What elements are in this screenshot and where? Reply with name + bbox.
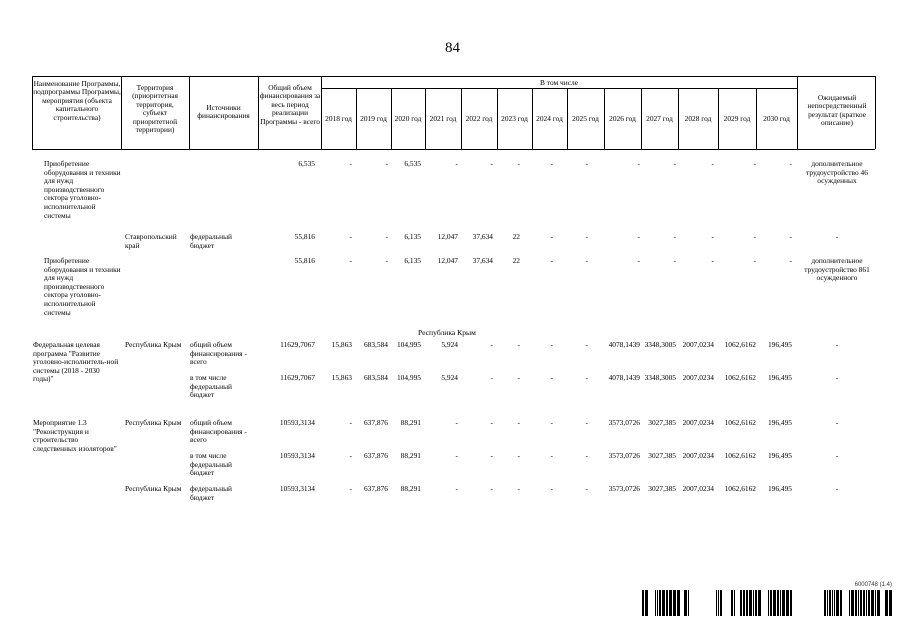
row-value: 88,291 bbox=[400, 484, 421, 493]
row-value: 1062,6162 bbox=[724, 340, 756, 349]
row-result: - bbox=[835, 232, 839, 241]
row-value: 88,291 bbox=[400, 418, 421, 427]
row-value: 15,863 bbox=[331, 340, 352, 349]
row-value: - bbox=[637, 159, 640, 168]
row-result: - bbox=[835, 484, 839, 493]
row-value: - bbox=[753, 256, 756, 265]
row-value: 2007,0234 bbox=[682, 340, 714, 349]
row-value: - bbox=[455, 451, 458, 460]
row-value: - bbox=[385, 159, 388, 168]
header-result: Ожидаемый непосредственный результат (краткое описание) bbox=[807, 93, 867, 128]
row-value: - bbox=[585, 418, 588, 427]
row-value: - bbox=[349, 232, 352, 241]
row-value: - bbox=[753, 159, 756, 168]
row-value: 6,535 bbox=[404, 159, 421, 168]
barcode bbox=[642, 582, 892, 618]
row-source: общий объем финансирования - всего bbox=[190, 418, 247, 445]
row-value: 88,291 bbox=[400, 451, 421, 460]
row-value: - bbox=[490, 418, 493, 427]
row-name: Приобретение оборудования и техники для нужд производственного сектора уголовно-исполнительной системы bbox=[44, 159, 121, 220]
row-value: - bbox=[490, 340, 493, 349]
column-divider bbox=[875, 76, 876, 149]
years-group-divider bbox=[321, 88, 797, 89]
row-value: 12,047 bbox=[437, 256, 458, 265]
row-value: - bbox=[349, 256, 352, 265]
row-value: - bbox=[585, 484, 588, 493]
row-value: 4078,1439 bbox=[608, 373, 640, 382]
row-value: - bbox=[349, 451, 352, 460]
row-value: - bbox=[490, 451, 493, 460]
row-value: 6,135 bbox=[404, 232, 421, 241]
column-divider bbox=[797, 76, 798, 149]
header-including: В том числе bbox=[540, 78, 578, 87]
row-value: 3027,385 bbox=[648, 484, 676, 493]
year-header: 2028 год bbox=[684, 114, 712, 123]
year-header: 2019 год bbox=[360, 114, 387, 123]
row-value: 5,924 bbox=[441, 340, 458, 349]
row-source: федеральный бюджет bbox=[190, 232, 232, 250]
row-value: 37,634 bbox=[472, 232, 493, 241]
year-header: 2023 год bbox=[501, 114, 528, 123]
row-value: - bbox=[517, 451, 520, 460]
row-value: 683,584 bbox=[363, 340, 388, 349]
row-value: 2007,0234 bbox=[682, 418, 714, 427]
year-header: 2025 год bbox=[572, 114, 599, 123]
row-value: 1062,6162 bbox=[724, 373, 756, 382]
row-total: 10593,3134 bbox=[279, 418, 315, 427]
page-number: 84 bbox=[445, 40, 460, 56]
row-value: - bbox=[550, 418, 553, 427]
table-top-border bbox=[32, 76, 875, 77]
row-value: - bbox=[550, 232, 553, 241]
row-value: - bbox=[455, 159, 458, 168]
row-source: общий объем финансирования - всего bbox=[190, 340, 247, 367]
row-value: - bbox=[349, 159, 352, 168]
row-value: - bbox=[673, 232, 676, 241]
row-value: 2007,0234 bbox=[682, 484, 714, 493]
row-value: 196,495 bbox=[767, 484, 792, 493]
row-territory: Республика Крым bbox=[125, 340, 182, 349]
row-result: - bbox=[835, 373, 839, 382]
row-value: 3348,3005 bbox=[644, 340, 676, 349]
year-header: 2020 год bbox=[394, 114, 422, 123]
row-value: - bbox=[490, 484, 493, 493]
row-value: 2007,0234 bbox=[682, 451, 714, 460]
header-sources: Источники финансирования bbox=[197, 103, 250, 121]
row-value: - bbox=[673, 256, 676, 265]
row-value: 6,135 bbox=[404, 256, 421, 265]
year-header: 2022 год bbox=[465, 114, 493, 123]
row-value: - bbox=[789, 159, 792, 168]
year-header: 2030 год bbox=[763, 114, 790, 123]
row-source: федеральный бюджет bbox=[190, 484, 232, 502]
header-territory: Территория (приоритетная территория, субъект приоритетной территории) bbox=[132, 83, 178, 135]
row-value: - bbox=[753, 232, 756, 241]
row-value: - bbox=[585, 159, 588, 168]
row-total: 11629,7067 bbox=[280, 373, 315, 382]
row-value: - bbox=[349, 418, 352, 427]
row-total: 10593,3134 bbox=[279, 484, 315, 493]
table-header-bottom-border bbox=[32, 149, 875, 150]
row-value: - bbox=[550, 340, 553, 349]
row-result: - bbox=[835, 451, 839, 460]
row-value: 637,876 bbox=[363, 484, 388, 493]
row-value: 3027,385 bbox=[648, 418, 676, 427]
row-total: 55,816 bbox=[294, 232, 315, 241]
row-value: 637,876 bbox=[363, 418, 388, 427]
column-divider bbox=[121, 76, 122, 149]
row-value: 196,495 bbox=[767, 340, 792, 349]
row-value: - bbox=[550, 451, 553, 460]
row-value: 104,995 bbox=[396, 340, 421, 349]
row-value: 3027,385 bbox=[648, 451, 676, 460]
row-value: - bbox=[585, 373, 588, 382]
row-value: - bbox=[517, 484, 520, 493]
row-value: 1062,6162 bbox=[724, 484, 756, 493]
row-value: 637,876 bbox=[363, 451, 388, 460]
section-title: Республика Крым bbox=[418, 328, 476, 337]
row-value: - bbox=[637, 256, 640, 265]
row-value: 104,995 bbox=[396, 373, 421, 382]
row-result: - bbox=[835, 418, 839, 427]
row-value: - bbox=[550, 256, 553, 265]
row-value: - bbox=[711, 232, 714, 241]
header-name: Наименование Программы, подпрограммы Программы, мероприятия (объекта капитального строительства) bbox=[33, 79, 121, 122]
row-value: 1062,6162 bbox=[724, 451, 756, 460]
row-value: - bbox=[550, 159, 553, 168]
row-value: 2007,0234 bbox=[682, 373, 714, 382]
row-total: 6,535 bbox=[298, 159, 315, 168]
row-value: 3573,0726 bbox=[608, 451, 640, 460]
row-value: 196,495 bbox=[767, 373, 792, 382]
row-value: 37,634 bbox=[472, 256, 493, 265]
row-value: - bbox=[711, 256, 714, 265]
row-source: в том числе федеральный бюджет bbox=[190, 451, 232, 478]
row-value: - bbox=[585, 256, 588, 265]
row-value: 1062,6162 bbox=[724, 418, 756, 427]
year-header: 2021 год bbox=[429, 114, 457, 123]
row-total: 10593,3134 bbox=[279, 451, 315, 460]
row-value: 196,495 bbox=[767, 418, 792, 427]
row-result: - bbox=[835, 340, 839, 349]
row-value: - bbox=[385, 232, 388, 241]
row-total: 55,816 bbox=[294, 256, 315, 265]
row-value: 15,863 bbox=[331, 373, 352, 382]
row-value: - bbox=[517, 340, 520, 349]
row-value: - bbox=[673, 159, 676, 168]
row-total: 11629,7067 bbox=[280, 340, 315, 349]
row-value: 12,047 bbox=[437, 232, 458, 241]
row-value: - bbox=[550, 373, 553, 382]
row-result: дополнительное трудоустройство 46 осужденных bbox=[806, 159, 868, 186]
row-source: в том числе федеральный бюджет bbox=[190, 373, 232, 400]
row-value: - bbox=[385, 256, 388, 265]
row-value: 4078,1439 bbox=[608, 340, 640, 349]
row-value: 3573,0726 bbox=[608, 484, 640, 493]
row-value: 5,924 bbox=[441, 373, 458, 382]
row-value: - bbox=[455, 484, 458, 493]
year-header: 2026 год bbox=[609, 114, 636, 123]
row-territory: Республика Крым bbox=[125, 484, 182, 493]
row-value: - bbox=[585, 451, 588, 460]
row-value: - bbox=[490, 159, 493, 168]
row-name: Федеральная целевая программа "Развитие уголовно-исполнитель-ной системы (2018 - 2030 годы)" bbox=[33, 340, 119, 384]
row-value: - bbox=[517, 373, 520, 382]
header-total: Общий объем финансирования за весь период реализации Программы - всего bbox=[259, 83, 321, 126]
row-value: - bbox=[711, 159, 714, 168]
year-header: 2024 год bbox=[536, 114, 563, 123]
row-value: - bbox=[455, 418, 458, 427]
row-value: - bbox=[789, 256, 792, 265]
row-value: - bbox=[490, 373, 493, 382]
row-value: 3348,3005 bbox=[644, 373, 676, 382]
row-value: 22 bbox=[512, 256, 520, 265]
year-header: 2027 год bbox=[646, 114, 673, 123]
row-value: 683,584 bbox=[363, 373, 388, 382]
year-header: 2029 год bbox=[723, 114, 751, 123]
row-value: - bbox=[349, 484, 352, 493]
row-value: 196,495 bbox=[767, 451, 792, 460]
row-territory: Ставропольский край bbox=[125, 232, 177, 250]
row-name: Приобретение оборудования и техники для нужд производственного сектора уголовно-исполнительной системы bbox=[44, 256, 121, 317]
barcode-code: 6000748 (1.4) bbox=[854, 582, 892, 588]
row-value: - bbox=[517, 159, 520, 168]
row-territory: Республика Крым bbox=[125, 418, 182, 427]
row-value: - bbox=[789, 232, 792, 241]
row-value: - bbox=[637, 232, 640, 241]
row-value: 22 bbox=[512, 232, 520, 241]
year-header: 2018 год bbox=[325, 114, 352, 123]
row-value: - bbox=[517, 418, 520, 427]
row-name: Мероприятие 1.3 "Реконструкция и строительство следственных изоляторов" bbox=[33, 418, 117, 453]
row-value: 3573,0726 bbox=[608, 418, 640, 427]
row-value: - bbox=[585, 340, 588, 349]
row-result: дополнительное трудоустройство 861 осужденного bbox=[804, 256, 870, 283]
row-value: - bbox=[585, 232, 588, 241]
row-value: - bbox=[550, 484, 553, 493]
barcode-bars bbox=[642, 590, 892, 616]
